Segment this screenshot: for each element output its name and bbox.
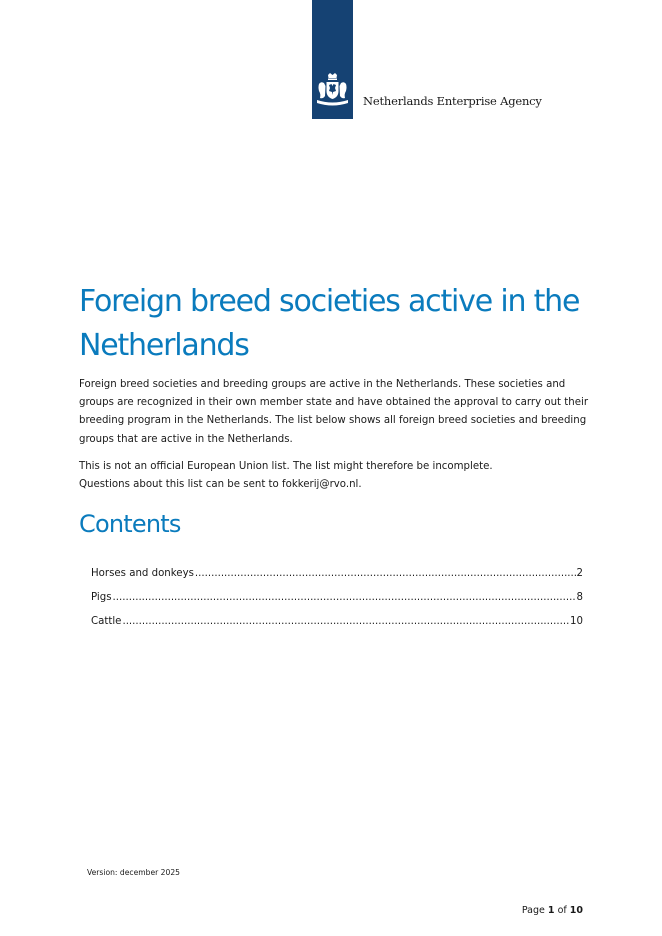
toc-leader-dots: [195, 568, 576, 579]
toc-leader-dots: [113, 592, 576, 603]
agency-name: Netherlands Enterprise Agency: [363, 94, 542, 108]
toc-item-page: 10: [570, 616, 583, 627]
toc-item-pigs[interactable]: [91, 592, 583, 616]
total-pages: 10: [569, 905, 583, 916]
contents-heading: Contents: [79, 510, 181, 538]
table-of-contents: [91, 568, 583, 640]
toc-item-page: 2: [576, 568, 583, 579]
page-word: Page: [521, 905, 545, 916]
disclaimer-line: This is not an official European Union list. The list might therefore be incomplete.: [79, 461, 493, 472]
toc-item-label: Pigs: [91, 592, 112, 603]
toc-item-label: Cattle: [91, 616, 122, 627]
toc-item-page: 8: [576, 592, 583, 603]
toc-item-label: Horses and donkeys: [91, 568, 194, 579]
of-word: of: [557, 905, 567, 916]
intro-paragraph: Foreign breed societies and breeding groups are active in the Netherlands. These societies and groups are recognized in their own member state and have obtained the approval to carry out their breeding program in the Netherlands. The list below shows all foreign breed societies and breeding groups that are active in the Netherlands.: [79, 379, 589, 445]
toc-item-horses-and-donkeys[interactable]: [91, 568, 583, 592]
logo-bar: [312, 0, 353, 119]
current-page: 1: [547, 905, 555, 916]
toc-leader-dots: [122, 616, 569, 627]
page-number: [522, 905, 583, 916]
disclaimer-note: [79, 458, 599, 494]
version-label: Version: december 2025: [87, 868, 180, 877]
royal-coat-of-arms-icon: [315, 72, 350, 108]
document-title: Foreign breed societies active in the Netherlands: [79, 284, 580, 363]
toc-item-cattle[interactable]: [91, 616, 583, 640]
contact-line: Questions about this list can be sent to fokkerij@rvo.nl.: [79, 479, 362, 490]
